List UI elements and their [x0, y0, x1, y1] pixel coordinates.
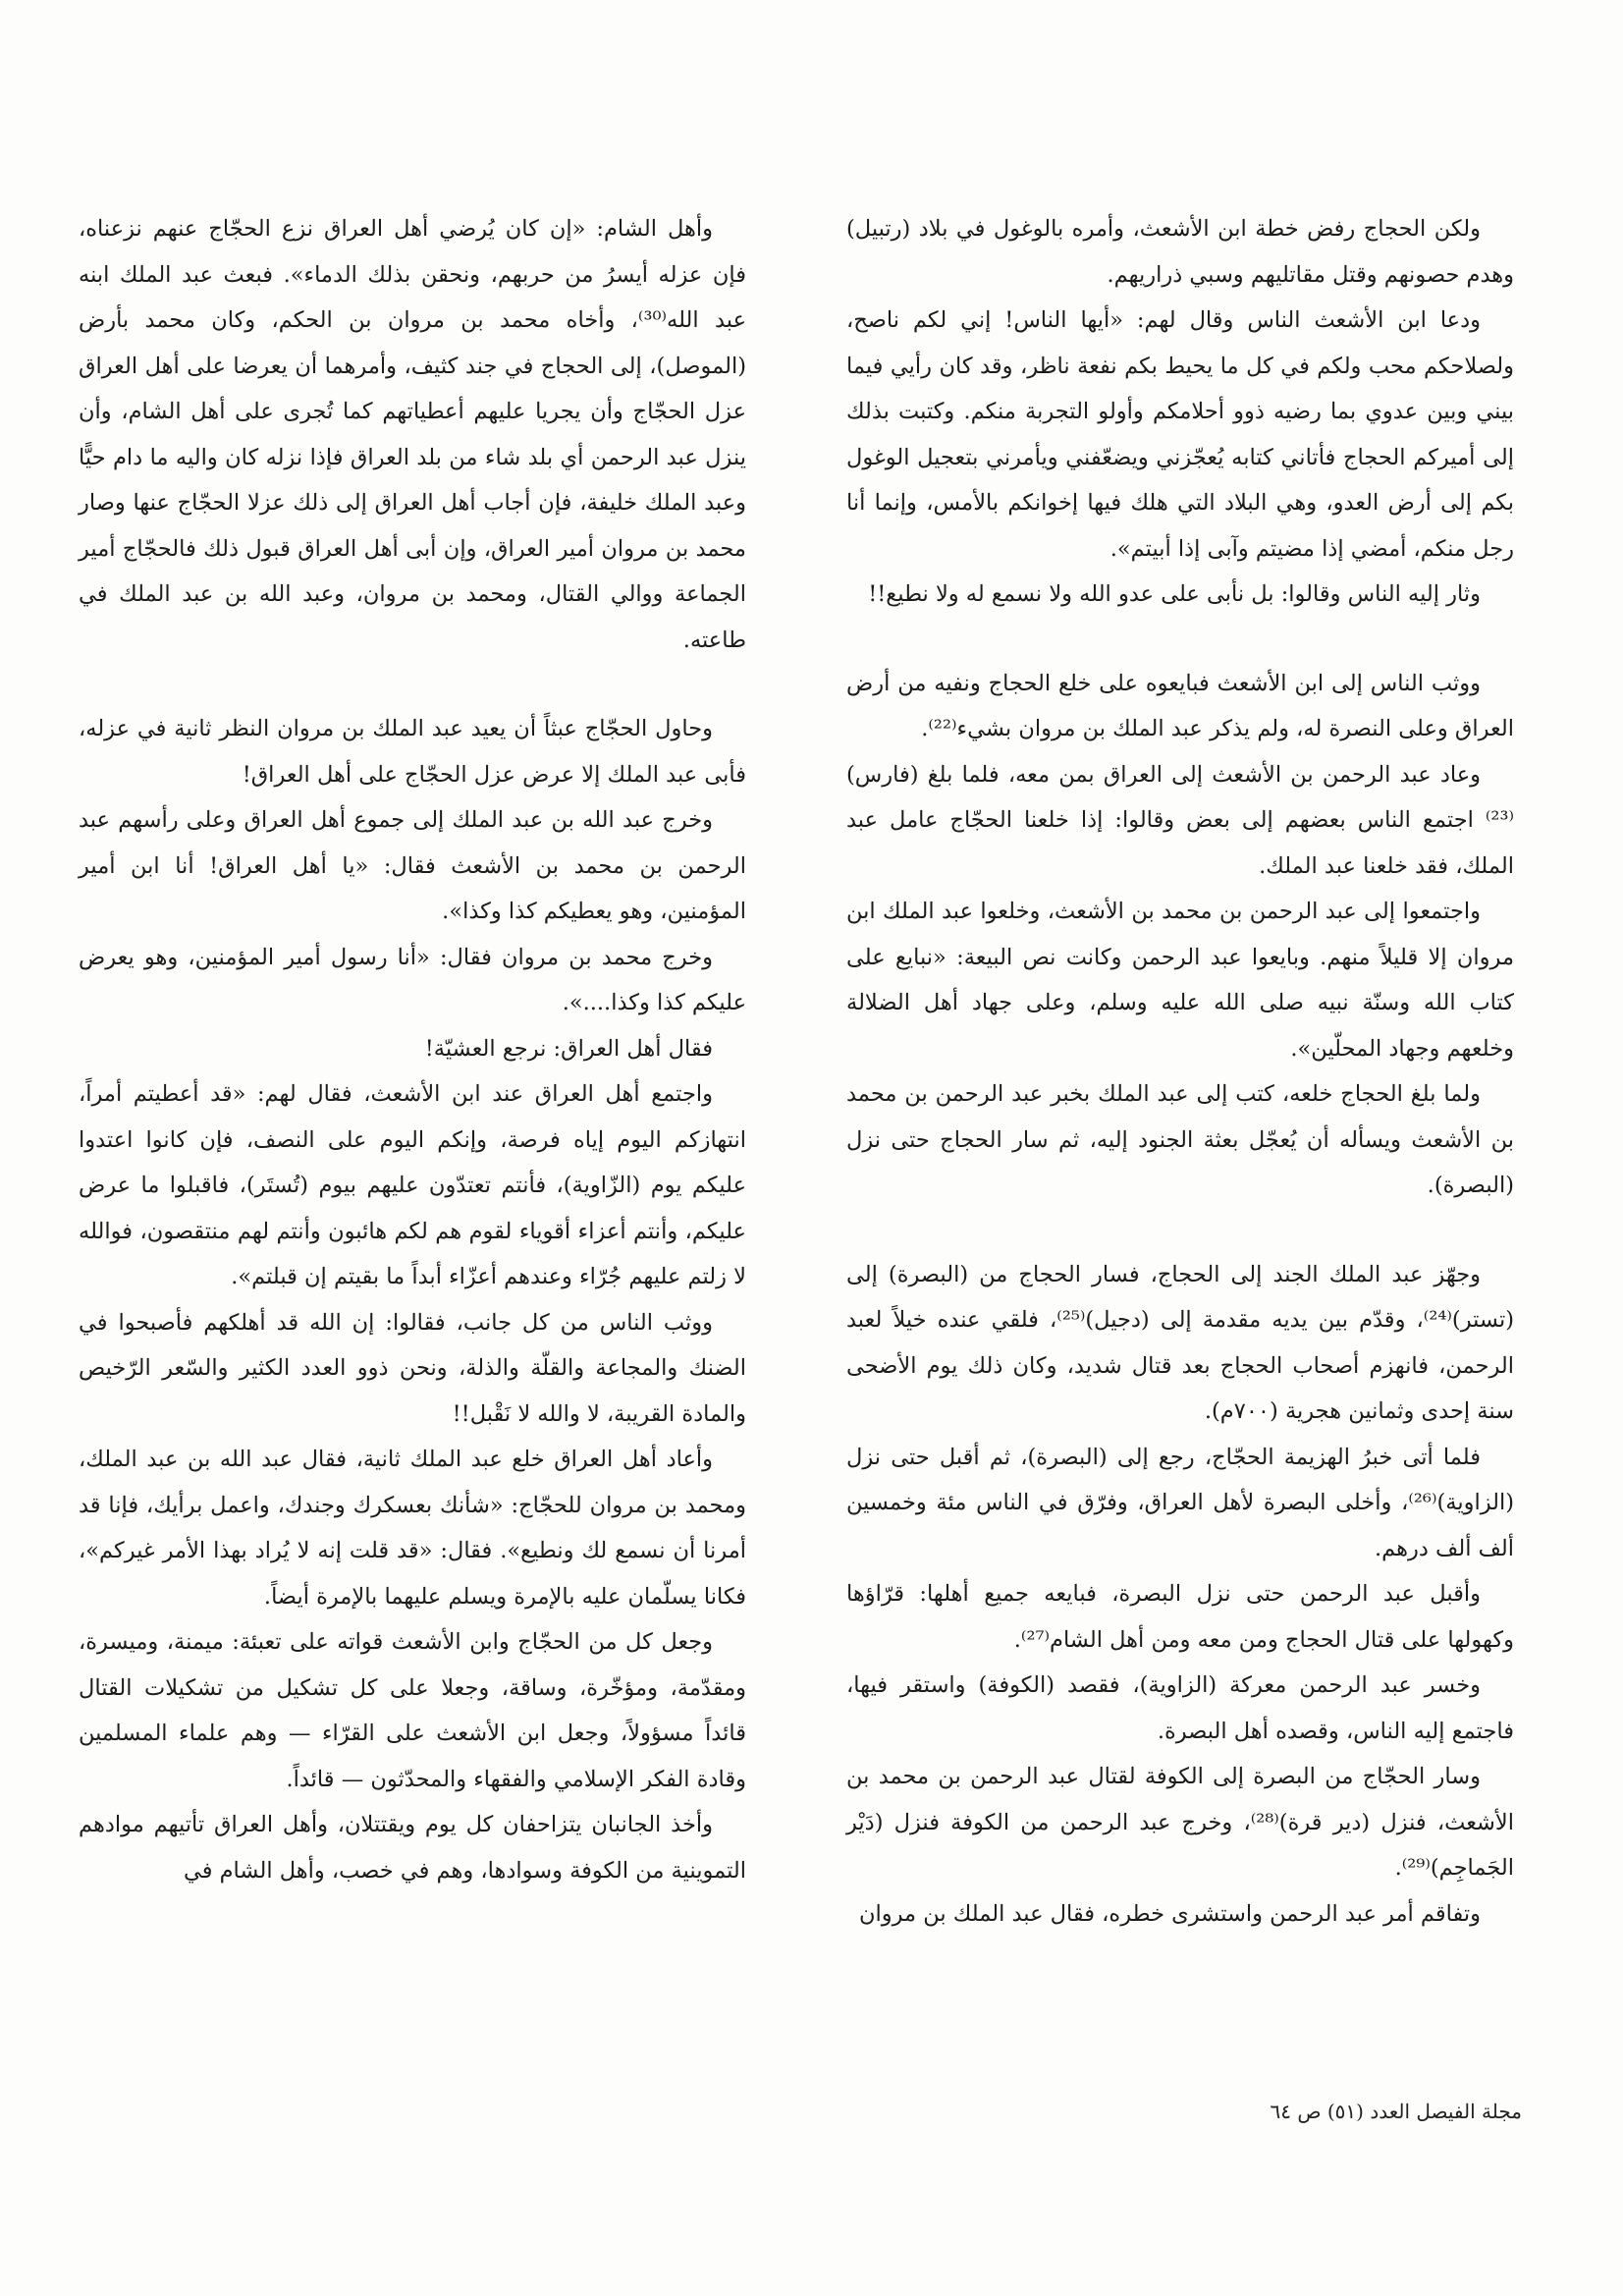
paragraph: فقال أهل العراق: نرجع العشيّة!: [424, 1035, 713, 1062]
paragraph: وخرج محمد بن مروان فقال: «أنا رسول أمير المؤمنين، وهو يعرض عليكم كذا وكذا....».: [79, 944, 746, 1015]
paragraph: واجتمع أهل العراق عند ابن الأشعث، فقال لهم: «قد أعطيتم أمراً، انتهازكم اليوم إياه فرصة، وإنكم اليوم على النصف، فإن كانوا اعتدوا عليكم يوم (الزّاوية)، فأنتم تعتدّون عليهم بيوم (تُستَر)، فاقبلوا ما عرض عليكم، وأنتم أعزاء أقوياء لقوم هم لكم هائبون وأنتم لهم منتقصون، فوالله لا زلتم عليهم جُرّاء وعندهم أعزّاء أبداً ما بقيتم إن قبلتم».: [79, 1081, 746, 1289]
paragraph: ولما بلغ الحجاج خلعه، كتب إلى عبد الملك بخبر عبد الرحمن بن محمد بن الأشعث ويسأله أن يُعجّل بعثة الجنود إليه، ثم سار الحجاج حتى نزل (البصرة).: [846, 1081, 1514, 1198]
right-column: [846, 206, 1514, 1937]
paragraph: ولكن الحجاج رفض خطة ابن الأشعث، وأمره بالوغول في بلاد (رتبيل) وهدم حصونهم وقتل مقاتليهم وسبي ذراريهم.: [846, 216, 1514, 288]
paragraph: وأهل الشام: «إن كان يُرضي أهل العراق نزع الحجّاج عنهم نزعناه، فإن عزله أيسرُ من حربهم، ونحقن بذلك الدماء». فبعث عبد الملك ابنه عبد الله⁽³⁰⁾، وأخاه محمد بن مروان بن الحكم، وكان محمد بأرض (الموصل)، إلى الحجاج في جند كثيف، وأمرهما أن يعرضا على أهل العراق عزل الحجّاج وأن يجريا عليهم أعطياتهم كما تُجرى على أهل الشام، وأن ينزل عبد الرحمن أي بلد شاء من بلد العراق فإذا نزله كان واليه ما دام حيًّا وعبد الملك خليفة، فإن أجاب أهل العراق إلى ذلك عزلا الحجّاج عنها وصار محمد بن مروان أمير العراق، وإن أبى أهل العراق قبول ذلك فالحجّاج أمير الجماعة ووالي القتال، ومحمد بن مروان، وعبد الله بن عبد الملك في طاعته.: [79, 216, 747, 653]
paragraph: وأعاد أهل العراق خلع عبد الملك ثانية، فقال عبد الله بن عبد الملك، ومحمد بن مروان للحجّاج: «شأنك بعسكرك وجندك، واعمل برأيك، فإنا قد أمرنا أن نسمع لك ونطيع». فقال: «قد قلت إنه لا يُراد بهذا الأمر غيركم»، فكانا يسلّمان عليه بالإمرة ويسلم عليهما بالإمرة أيضاً.: [79, 1447, 746, 1610]
paragraph: وجهّز عبد الملك الجند إلى الحجاج، فسار الحجاج من (البصرة) إلى (تستر)⁽²⁴⁾، وقدّم بين يديه مقدمة إلى (دجيل)⁽²⁵⁾، فلقي عنده خيلاً لعبد الرحمن، فانهزم أصحاب الحجاج بعد قتال شديد، وكان ذلك يوم الأضحى سنة إحدى وثمانين هجرية (٧٠٠م).: [846, 1261, 1515, 1424]
paragraph: وخسر عبد الرحمن معركة (الزاوية)، فقصد (الكوفة) واستقر فيها، فاجتمع إليه الناس، وقصده أهل البصرة.: [846, 1672, 1514, 1744]
paragraph: فلما أتى خبرُ الهزيمة الحجّاج، رجع إلى (البصرة)، ثم أقبل حتى نزل (الزاوية)⁽²⁶⁾، وأخلى البصرة لأهل العراق، وفرّق في الناس مئة وخمسين ألف ألف درهم.: [846, 1444, 1514, 1561]
page-footer: مجلة الفيصل العدد (٥١) ص ٦٤: [1270, 2100, 1522, 2123]
paragraph: وأخذ الجانبان يتزاحفان كل يوم ويقتتلان، وأهل العراق تأتيهم موادهم التموينية من الكوفة وسوادها، وهم في خصب، وأهل الشام في: [79, 1812, 746, 1884]
paragraph: ووثب الناس من كل جانب، فقالوا: إن الله قد أهلكهم فأصبحوا في الضنك والمجاعة والقلّة والذلة، ونحن ذوو العدد الكثير والسّعر الرّخيص والمادة القريبة، لا والله لا نَقْبل!!: [79, 1309, 746, 1427]
paragraph: وجعل كل من الحجّاج وابن الأشعث قواته على تعبئة: ميمنة، وميسرة، ومقدّمة، ومؤخّرة، وساقة، وجعلا على كل تشكيل من تشكيلات القتال قائداً مسؤولاً، وجعل ابن الأشعث على القرّاء — وهم علماء المسلمين وقادة الفكر الإسلامي والفقهاء والمحدّثون — قائداً.: [79, 1629, 746, 1792]
paragraph: وتفاقم أمر عبد الرحمن واستشرى خطره، فقال عبد الملك بن مروان: [859, 1900, 1481, 1927]
paragraph: ووثب الناس إلى ابن الأشعث فبايعوه على خلع الحجاج ونفيه من أرض العراق وعلى النصرة له، ولم يذكر عبد الملك بن مروان بشيء⁽²²⁾.: [846, 670, 1514, 741]
paragraph: وسار الحجّاج من البصرة إلى الكوفة لقتال عبد الرحمن بن محمد بن الأشعث، فنزل (دير قرة)⁽²⁸⁾، وخرج عبد الرحمن من الكوفة فنزل (دَيْر الجَماجِم)⁽²⁹⁾.: [846, 1764, 1514, 1881]
paragraph: وحاول الحجّاج عبثاً أن يعيد عبد الملك بن مروان النظر ثانية في عزله، فأبى عبد الملك إلا عرض عزل الحجّاج على أهل العراق!: [79, 716, 746, 788]
paragraph: وثار إليه الناس وقالوا: بل نأبى على عدو الله ولا نسمع له ولا نطيع!!: [868, 581, 1481, 607]
paragraph: ودعا ابن الأشعث الناس وقال لهم: «أيها الناس! إني لكم ناصح، ولصلاحكم محب ولكم في كل ما يحيط بكم نفعة ناظر، وقد كان رأيي فيما بيني وبين عدوي بما رضيه ذوو أحلامكم وأولو التجربة منكم. وكتبت بذلك إلى أميركم الحجاج فأتاني كتابه يُعجّزني ويضعّفني ويأمرني بتعجيل الوغول بكم إلى أرض العدو، وهي البلاد التي هلك فيها إخوانكم بالأمس، وإنما أنا رجل منكم، أمضي إذا مضيتم وآبى إذا أبيتم».: [846, 307, 1514, 562]
paragraph: وأقبل عبد الرحمن حتى نزل البصرة، فبايعه جميع أهلها: قرّاؤها وكهولها على قتال الحجاج ومن معه ومن أهل الشام⁽²⁷⁾.: [846, 1581, 1514, 1653]
paragraph: وعاد عبد الرحمن بن الأشعث إلى العراق بمن معه، فلما بلغ (فارس)⁽²³⁾ اجتمع الناس بعضهم إلى بعض وقالوا: إذا خلعنا الحجّاج عامل عبد الملك، فقد خلعنا عبد الملك.: [846, 761, 1514, 879]
paragraph: وخرج عبد الله بن عبد الملك إلى جموع أهل العراق وعلى رأسهم عبد الرحمن بن محمد بن الأشعث فقال: «يا أهل العراق! أنا ابن أمير المؤمنين، وهو يعطيكم كذا وكذا».: [79, 807, 746, 924]
left-column: [79, 206, 746, 1893]
paragraph: واجتمعوا إلى عبد الرحمن بن محمد بن الأشعث، وخلعوا عبد الملك ابن مروان إلا قليلاً منهم. وبايعوا عبد الرحمن وكانت نص البيعة: «نبايع على كتاب الله وسنّة نبيه صلى الله عليه وسلم، وعلى جهاد أهل الضلالة وخلعهم وجهاد المحلّين».: [846, 899, 1514, 1062]
